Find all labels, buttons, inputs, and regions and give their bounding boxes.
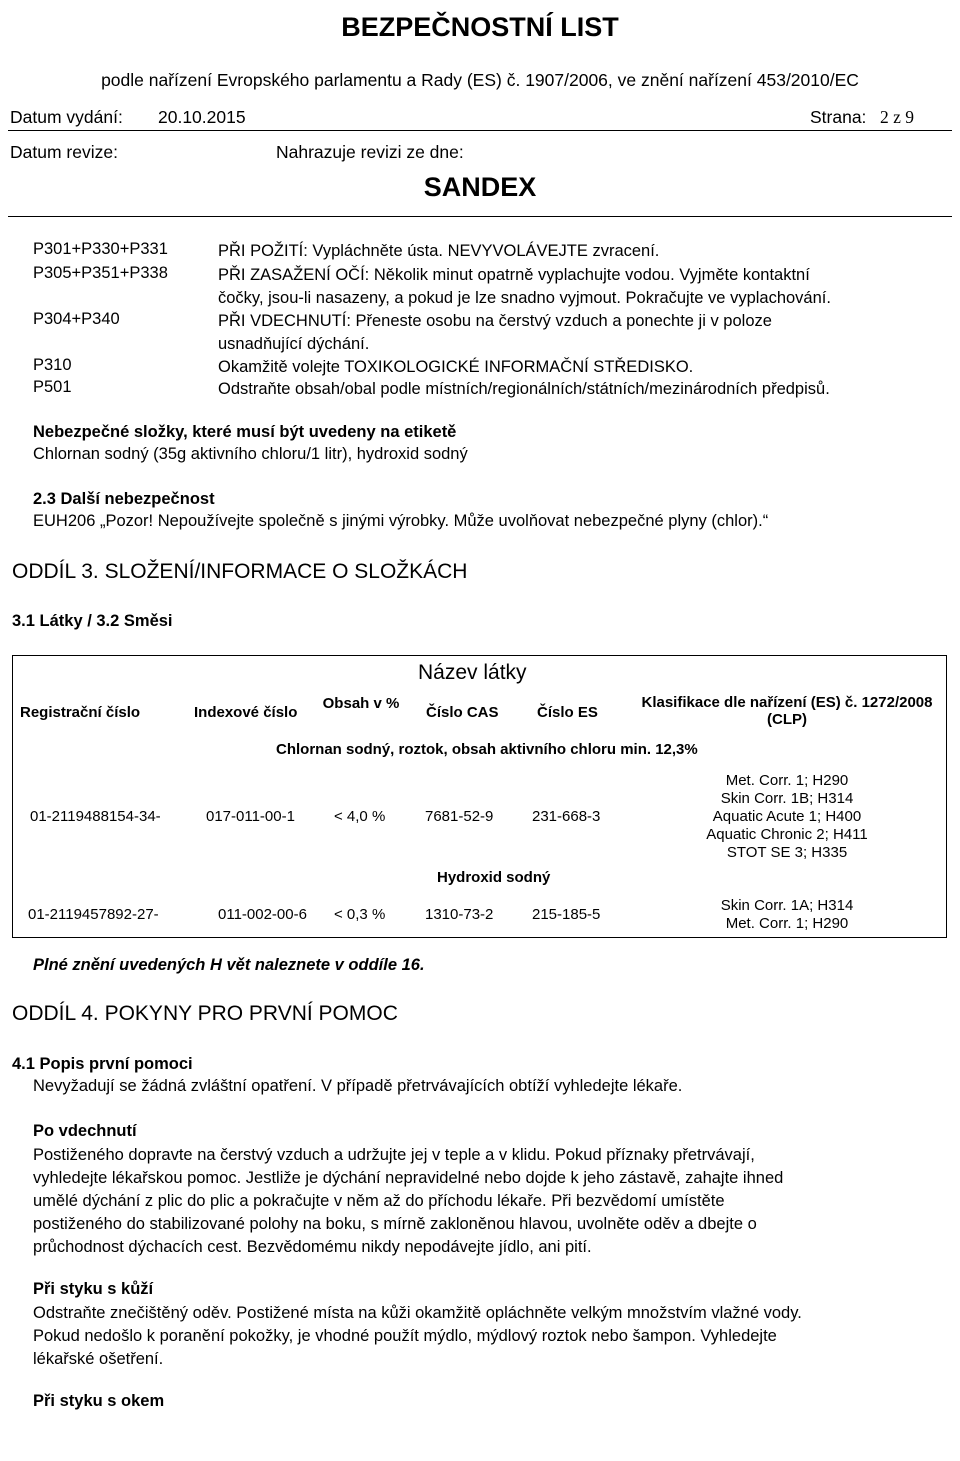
h-phrases-footnote: Plné znění uvedených H vět naleznete v oddíle 16.: [33, 956, 425, 974]
col-header-index: Indexové číslo: [194, 704, 298, 721]
classification-line: Met. Corr. 1; H290: [725, 772, 849, 789]
inhalation-heading: Po vdechnutí: [33, 1122, 137, 1140]
substance-name: Chlornan sodný, roztok, obsah aktivního chloru min. 12,3%: [276, 741, 698, 758]
skin-contact-line: Pokud nedošlo k poranění pokožky, je vhodné použít mýdlo, mýdlový roztok nebo šampon. Vyhledejte: [33, 1327, 777, 1345]
page-label: Strana:: [810, 107, 867, 127]
label-components-text: Chlornan sodný (35g aktivního chloru/1 litr), hydroxid sodný: [33, 445, 468, 463]
col-header-classification: Klasifikace dle nařízení (ES) č. 1272/2008 (CLP): [641, 694, 933, 728]
other-hazards-heading: 2.3 Další nebezpečnost: [33, 490, 215, 508]
precaution-text: usnadňující dýchání.: [218, 335, 370, 353]
section-4-heading: ODDÍL 4. POKYNY PRO PRVNÍ POMOC: [12, 1002, 398, 1025]
col-header-cas: Číslo CAS: [426, 704, 499, 721]
inhalation-line: průchodnost dýchacích cest. Bezvědomému nikdy nepodávejte jídlo, ani pití.: [33, 1238, 592, 1256]
index-number: 011-002-00-6: [218, 906, 307, 923]
classification-line: Skin Corr. 1B; H314: [720, 790, 854, 807]
skin-contact-line: Odstraňte znečištěný oděv. Postižené místa na kůži okamžitě opláchněte velkým množstvím vlažné vody.: [33, 1304, 802, 1322]
product-name: SANDEX: [423, 172, 537, 202]
first-aid-general-text: Nevyžadují se žádná zvláštní opatření. V případě přetrvávajících obtíží vyhledejte lékaře.: [33, 1077, 683, 1095]
precaution-code: P501: [33, 378, 72, 396]
classification-line: Aquatic Acute 1; H400: [712, 808, 862, 825]
precaution-text: PŘI POŽITÍ: Vypláchněte ústa. NEVYVOLÁVEJTE zvracení.: [218, 242, 660, 260]
substance-name: Hydroxid sodný: [437, 869, 551, 886]
classification-line: Met. Corr. 1; H290: [725, 915, 849, 932]
precaution-code: P310: [33, 356, 72, 374]
reg-number: 01-2119488154-34-: [30, 808, 161, 825]
regulation-line: podle nařízení Evropského parlamentu a Rady (ES) č. 1907/2006, ve znění nařízení 453/2010/EC: [101, 70, 859, 90]
precaution-code: P304+P340: [33, 310, 120, 328]
precaution-text: PŘI ZASAŽENÍ OČÍ: Několik minut opatrně vyplachujte vodou. Vyjměte kontaktní: [218, 266, 810, 284]
inhalation-line: umělé dýchání z plic do plic a pokračujte v něm až do příchodu lékaře. Při bezvědomí umístěte: [33, 1192, 725, 1210]
first-aid-subheading: 4.1 Popis první pomoci: [12, 1055, 193, 1073]
inhalation-line: postiženého do stabilizované polohy na boku, s mírně zakloněnou hlavou, uvolněte oděv a dbejte o: [33, 1215, 757, 1233]
header-divider: [8, 130, 952, 131]
precaution-code: P301+P330+P331: [33, 240, 168, 258]
col-header-reg: Registrační číslo: [20, 704, 141, 721]
section-3-heading: ODDÍL 3. SLOŽENÍ/INFORMACE O SLOŽKÁCH: [12, 560, 468, 583]
page-number: 2 z 9: [880, 107, 915, 127]
skin-contact-heading: Při styku s kůží: [33, 1280, 154, 1298]
precaution-text: čočky, jsou-li nasazeny, a pokud je lze snadno vyjmout. Pokračujte ve vyplachování.: [218, 289, 831, 307]
label-components-heading: Nebezpečné složky, které musí být uvedeny na etiketě: [33, 423, 457, 441]
es-number: 231-668-3: [532, 808, 601, 825]
eye-contact-heading: Při styku s okem: [33, 1392, 165, 1410]
skin-contact-line: lékařské ošetření.: [33, 1350, 164, 1368]
issue-date-label: Datum vydání:: [10, 107, 123, 127]
index-number: 017-011-00-1: [206, 808, 295, 825]
section-3-subheading: 3.1 Látky / 3.2 Směsi: [12, 612, 173, 630]
precaution-code: P305+P351+P338: [33, 264, 168, 282]
product-divider: [8, 216, 952, 217]
other-hazards-text: EUH206 „Pozor! Nepoužívejte společně s jinými výrobky. Může uvolňovat nebezpečné plyny (chlor).“: [33, 512, 769, 530]
col-header-content: Obsah v %: [322, 695, 400, 712]
cas-number: 7681-52-9: [425, 808, 494, 825]
content-percent: < 0,3 %: [334, 906, 386, 923]
replaces-label: Nahrazuje revizi ze dne:: [276, 142, 464, 162]
inhalation-line: vyhledejte lékařskou pomoc. Jestliže je dýchání nepravidelné nebo dojde k jeho zástavě, zahajte ihned: [33, 1169, 784, 1187]
precaution-text: Odstraňte obsah/obal podle místních/regionálních/státních/mezinárodních předpisů.: [218, 380, 830, 398]
issue-date: 20.10.2015: [158, 107, 246, 127]
classification-line: Skin Corr. 1A; H314: [720, 897, 854, 914]
revision-date-label: Datum revize:: [10, 142, 118, 162]
cas-number: 1310-73-2: [425, 906, 494, 923]
reg-number: 01-2119457892-27-: [28, 906, 159, 923]
col-header-es: Číslo ES: [537, 704, 598, 721]
content-percent: < 4,0 %: [334, 808, 386, 825]
precaution-text: Okamžitě volejte TOXIKOLOGICKÉ INFORMAČNÍ STŘEDISKO.: [218, 358, 694, 376]
table-name-header: Název látky: [418, 661, 527, 684]
classification-line: STOT SE 3; H335: [726, 844, 848, 861]
es-number: 215-185-5: [532, 906, 601, 923]
classification-line: Aquatic Chronic 2; H411: [706, 826, 868, 843]
inhalation-line: Postiženého dopravte na čerstvý vzduch a udržujte jej v teple a v klidu. Pokud příznaky přetrvávají,: [33, 1146, 755, 1164]
document-title: BEZPEČNOSTNÍ LIST: [341, 12, 619, 42]
precaution-text: PŘI VDECHNUTÍ: Přeneste osobu na čerstvý vzduch a ponechte ji v poloze: [218, 312, 772, 330]
